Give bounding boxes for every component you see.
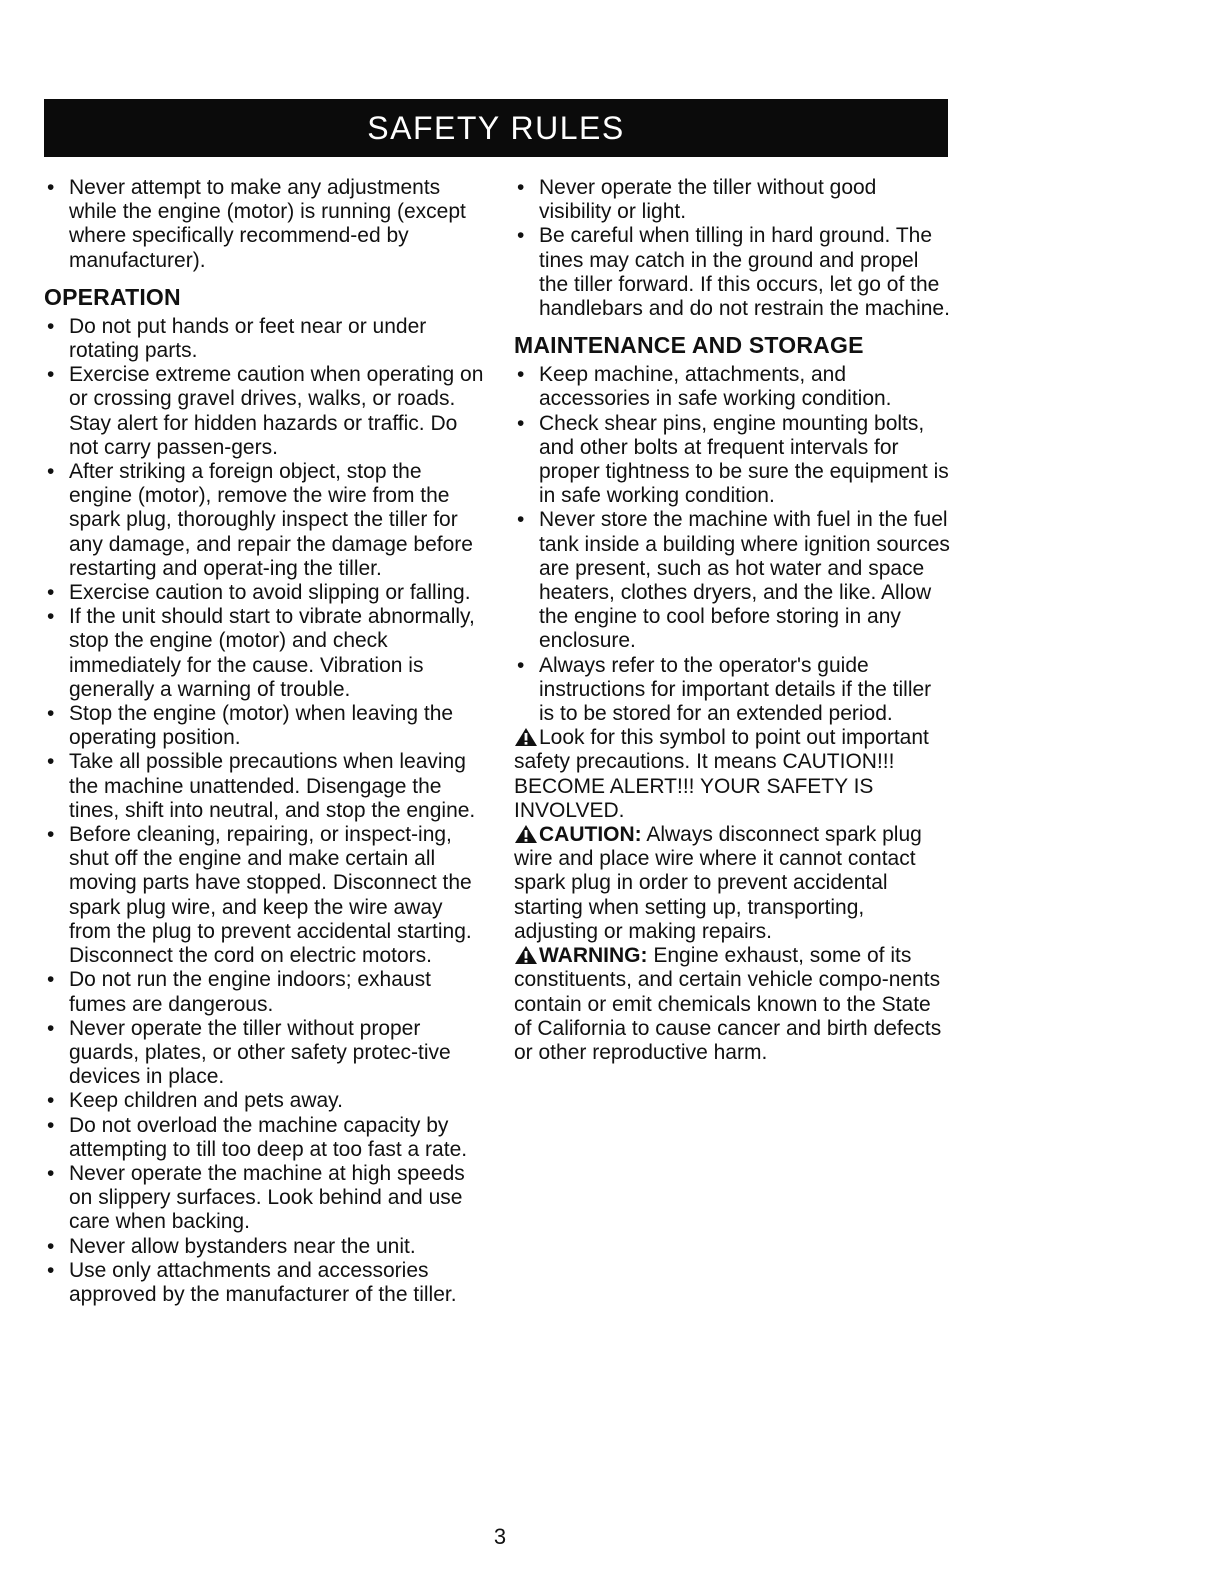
list-item: • Before cleaning, repairing, or inspect-ing, shut off the engine and make certain all moving parts have stopped. Disconnect the spark plug wire, and keep the wire away from the plug to prevent accidental starting. Disconnect the cord on electric motors. (44, 823, 484, 968)
list-item: • Do not run the engine indoors; exhaust fumes are dangerous. (44, 968, 484, 1016)
list-item: • Check shear pins, engine mounting bolts, and other bolts at frequent intervals for proper tightness to be sure the equipment is in safe working condition. (514, 412, 952, 509)
caution-note (514, 823, 952, 944)
list-item: • Never store the machine with fuel in the fuel tank inside a building where ignition sources are present, such as hot water and space heaters, clothes dryers, and the like. Allow the engine to cool before storing in any enclosure. (514, 508, 952, 653)
list-item: • Always refer to the operator's guide instructions for important details if the tiller is to be stored for an extended period. (514, 654, 952, 727)
caution-text: Always disconnect spark plug wire and place wire where it cannot contact spark plug in order to prevent accidental starting when setting up, transporting, adjusting or making repairs. (514, 823, 922, 943)
list-item: • Stop the engine (motor) when leaving the operating position. (44, 702, 484, 750)
maintenance-list (514, 363, 952, 726)
left-column (44, 176, 484, 1307)
page-number: 3 (493, 1524, 507, 1549)
list-item: • Never operate the tiller without good visibility or light. (514, 176, 952, 224)
list-item: • Never attempt to make any adjustments while the engine (motor) is running (except where specifically recommend-ed by manufacturer). (44, 176, 484, 273)
warning-triangle-icon (514, 727, 538, 747)
list-item: • Do not put hands or feet near or under rotating parts. (44, 315, 484, 363)
list-item: • After striking a foreign object, stop the engine (motor), remove the wire from the spark plug, thoroughly inspect the tiller for any damage, and repair the damage before restarting and operat-ing the tiller. (44, 460, 484, 581)
operation-list (44, 315, 484, 1307)
list-item: • Use only attachments and accessories approved by the manufacturer of the tiller. (44, 1259, 484, 1307)
operation-heading: OPERATION (44, 283, 181, 310)
list-item: • If the unit should start to vibrate abnormally, stop the engine (motor) and check immediately for the cause. Vibration is generally a warning of trouble. (44, 605, 484, 702)
list-item: • Exercise caution to avoid slipping or falling. (44, 581, 484, 605)
list-item: • Never operate the tiller without proper guards, plates, or other safety protec-tive devices in place. (44, 1017, 484, 1090)
caution-label: CAUTION: (539, 823, 642, 847)
list-item: • Be careful when tilling in hard ground. The tines may catch in the ground and propel the tiller forward. If this occurs, let go of the handlebars and do not restrain the machine. (514, 224, 952, 321)
list-item: • Exercise extreme caution when operating on or crossing gravel drives, walks, or roads. Stay alert for hidden hazards or traffic. Do not carry passen-gers. (44, 363, 484, 460)
list-item: • Never operate the machine at high speeds on slippery surfaces. Look behind and use care when backing. (44, 1162, 484, 1235)
section-banner (44, 99, 948, 157)
warning-label: WARNING: (539, 944, 648, 968)
warning-text: Engine exhaust, some of its constituents, and certain vehicle compo-nents contain or emit chemicals known to the State of California to cause cancer and birth defects or other reproductive harm. (514, 944, 942, 1064)
warning-note (514, 944, 952, 1065)
list-item: • Keep children and pets away. (44, 1089, 484, 1113)
intro-list-right (514, 176, 952, 321)
list-item: • Take all possible precautions when leaving the machine unattended. Disengage the tines, shift into neutral, and stop the engine. (44, 750, 484, 823)
symbol-note (514, 726, 952, 823)
list-item: • Keep machine, attachments, and accessories in safe working condition. (514, 363, 952, 411)
intro-list-left (44, 176, 484, 273)
maintenance-heading: MAINTENANCE AND STORAGE (514, 332, 864, 359)
list-item: • Do not overload the machine capacity by attempting to till too deep at too fast a rate. (44, 1114, 484, 1162)
symbol-note-text: Look for this symbol to point out important safety precautions. It means CAUTION!!! BECOME ALERT!!! YOUR SAFETY IS INVOLVED. (514, 726, 929, 822)
list-item: • Never allow bystanders near the unit. (44, 1235, 484, 1259)
warning-triangle-icon (514, 824, 538, 844)
warning-triangle-icon (514, 945, 538, 965)
banner-title: SAFETY RULES (367, 110, 625, 146)
right-column (514, 176, 952, 1065)
